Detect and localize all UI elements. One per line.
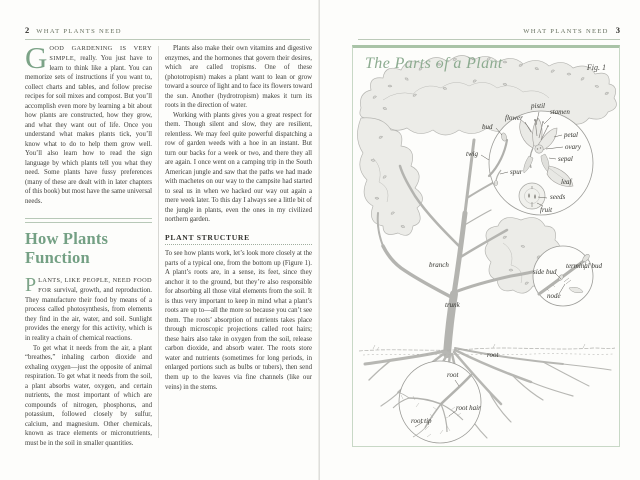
running-title-right: WHAT PLANTS NEED — [523, 28, 609, 35]
double-rule — [25, 218, 152, 223]
paragraph-function — [25, 276, 152, 343]
label-petal: petal — [564, 131, 578, 139]
flower-detail-circle — [489, 108, 593, 215]
label-leaf: leaf — [561, 178, 572, 186]
running-title-left: WHAT PLANTS NEED — [36, 28, 122, 35]
subhead-plant-structure: PLANT STRUCTURE — [165, 233, 312, 246]
root-detail-circle — [393, 361, 481, 443]
page-number-left: 2 — [25, 25, 30, 35]
text-columns — [25, 44, 312, 448]
page-number-right: 3 — [615, 25, 620, 35]
label-flower: flower — [505, 114, 523, 122]
plant-illustration — [353, 48, 619, 444]
paragraph-text: really. You just have to learn to think like a plant. You can memorize sets of instructions if you want to, collect charts and tables, and follow precise recipes for soil mixes and compost. But you’ll accomplish even more by learning a bit about how plants are constructed, how they grow, and what they want out of life. Once you understand what makes plants tick, you’ll know what to do to help them grow well. You’ll also learn how to read the sign language by which plants tell you what they need. Some plants have fussy preferences (many of these are dealt with in later chapters of this book) but most have the same universal needs. — [25, 54, 152, 205]
page-right — [320, 0, 640, 480]
label-bud: bud — [482, 123, 493, 131]
paragraph-roots: To see how plants work, let’s look more closely at the parts of a typical one, from the bottom up (Figure 1). A plant’s roots are, in a sense, its feet, since they anchor it to the ground, but they’re also responsible for absorbing all those vital elements from the soil. It is thus very important to keep in mind what a plant’s roots are up to—all the more so because you can’t see them. The roots’ absorption of nutrients takes place through microscopic projections called root hairs; these hairs also take in oxygen from the soil, release carbon dioxide, and absorb water. The roots store water and nutrients (sometimes for long periods, in enlarged portions such as bulbs or tubers), then send them up to the leaves via fine channels (like our veins) in the stems. — [165, 250, 312, 391]
label-seeds: seeds — [550, 193, 566, 201]
label-side-bud: side bud — [533, 268, 557, 276]
label-ovary: ovary — [565, 143, 581, 151]
label-spur: spur — [510, 168, 523, 176]
paragraph-jungle: Working with plants gives you a great respect for them. Though silent and slow, they are resilient, relentless. We may feel quite powerful dispatching a row of garden weeds with a hoe in an instant. But turn our backs for a week or two, and there they all are again. I once went on a camping trip in the South American jungle and saw that the paths we had made with machetes on our way to the campsite had started to seal us in when we hacked our way out again a mere week later. To this day I always see a little bit of the jungle in plants, even the ones in my civilized northern garden. — [165, 111, 312, 224]
paragraph-air-soil: To get what it needs from the air, a plant “breathes,” inhaling carbon dioxide and exhaling oxygen—just the opposite of animal respiration. To get what it needs from the soil, a plant absorbs water, oxygen, and certain nutrients, the most important of which are compounds of nitrogen, phosphorus, and potassium, followed closely by sulfur, calcium, and magnesium. Other chemicals, known as trace elements or micronutrients, must be in the soil in smaller quantities. — [25, 344, 152, 447]
lead-in-caps: OOD GARDENING IS VERY SIMPLE, — [49, 45, 152, 62]
drop-cap-p: P — [25, 274, 37, 297]
label-stamen: stamen — [550, 108, 570, 116]
label-root-detail: root — [447, 371, 459, 379]
label-terminal-bud: terminal bud — [566, 262, 602, 270]
figure-box — [352, 45, 620, 447]
section-heading: How Plants Function — [25, 229, 109, 267]
label-sepal: sepal — [558, 155, 573, 163]
label-root-hair: root hair — [456, 404, 481, 412]
label-branch: branch — [429, 261, 449, 269]
column-divider — [158, 46, 159, 438]
column-2 — [165, 44, 312, 448]
label-twig: twig — [466, 150, 479, 158]
label-root-tip: root tip — [411, 417, 432, 425]
lead-in-caps: LANTS, LIKE PEOPLE, NEED FOOD FOR — [38, 277, 152, 295]
paragraph-text: survival, growth, and reproduction. They manufacture their food by means of a process called photosynthesis, from elements they find in the air, water, and soil. Sunlight provides the energy for this activity, which is in reality a chain of chemical reactions. — [25, 287, 152, 342]
paragraph-intro — [25, 44, 152, 206]
paragraph-tropisms: Plants also make their own vitamins and digestive enzymes, and the hormones that govern their desires, which are called tropisms. One of these (phototropism) makes a plant want to lean or grow toward a source of light and to face its flowers toward the sun. Another (hydrotropism) makes it turn its roots in the direction of water. — [165, 45, 312, 110]
label-trunk: trunk — [445, 301, 460, 309]
running-head-right — [358, 25, 620, 40]
label-node: node — [547, 292, 561, 300]
drop-cap-g: G — [25, 44, 48, 75]
figure-title: The Parts of a Plant — [365, 55, 503, 72]
label-pistil: pistil — [531, 102, 546, 110]
figure-reference: Fig. 1 — [586, 63, 606, 72]
label-root: root — [487, 351, 499, 359]
column-1 — [25, 44, 152, 448]
running-head-left — [25, 25, 310, 40]
twig-detail-circle — [533, 246, 593, 306]
label-fruit: fruit — [540, 206, 553, 214]
